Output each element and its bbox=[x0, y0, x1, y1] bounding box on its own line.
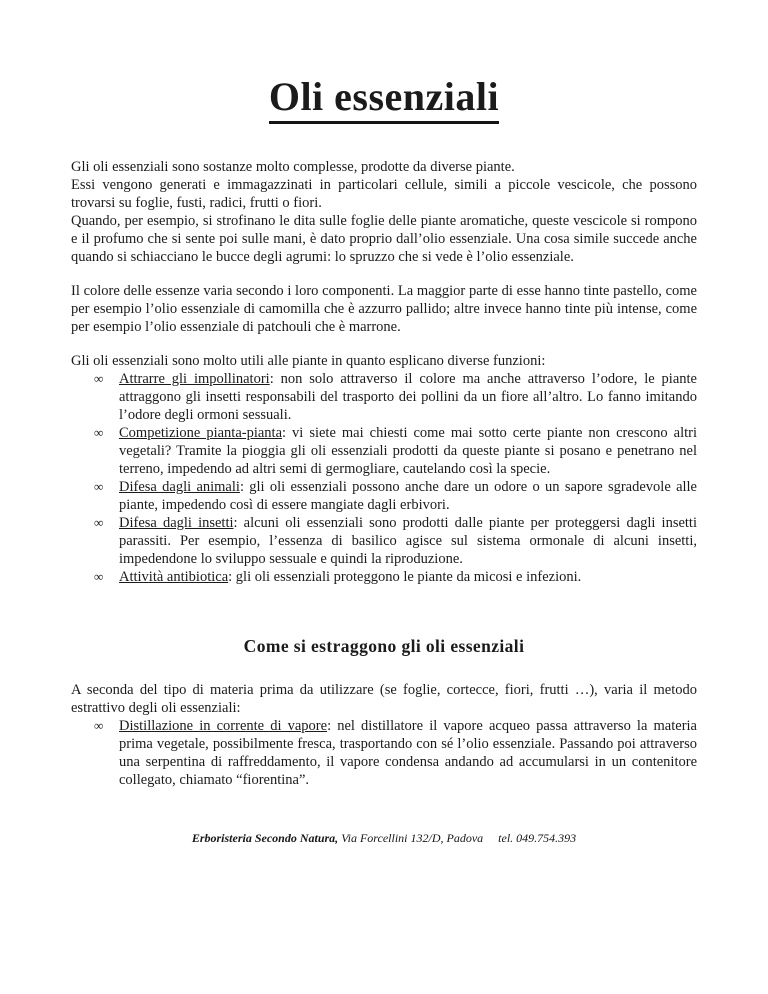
list-term: Attività antibiotica bbox=[119, 569, 229, 585]
infinity-bullet-icon: ∞ bbox=[94, 569, 104, 584]
footer-brand: Erboristeria Secondo Natura, bbox=[191, 831, 339, 845]
page-title-text: Oli essenziali bbox=[269, 74, 499, 124]
footer-phone: tel. 049.754.393 bbox=[498, 831, 577, 845]
functions-intro: Gli oli essenziali sono molto utili alle piante in quanto esplicano diverse funzioni: bbox=[71, 353, 546, 369]
extraction-section-heading: Come si estraggono gli oli essenziali bbox=[243, 636, 525, 656]
list-item-difesa-insetti bbox=[94, 514, 697, 568]
list-item-attrarre-impollinatori bbox=[94, 370, 697, 424]
footer bbox=[71, 831, 697, 846]
document-body bbox=[71, 158, 697, 789]
list-item-attivita-antibiotica bbox=[94, 568, 697, 586]
list-item-competizione-pianta bbox=[94, 424, 697, 478]
list-term: Difesa dagli insetti bbox=[119, 515, 234, 531]
list-term: Competizione pianta-pianta bbox=[119, 425, 283, 441]
intro-paragraph-line-3: Quando, per esempio, si strofinano le dita sulle foglie delle piante aromatiche, queste vescicole si rompono e il profumo che si sente poi sulle mani, è dato proprio dall’olio essenziale. Una cosa simile succede anche quando si schiacciano le bucce degli agrumi: lo spruzzo che si vede è l’olio essenziale. bbox=[71, 213, 697, 265]
infinity-bullet-icon: ∞ bbox=[94, 718, 104, 733]
infinity-bullet-icon: ∞ bbox=[94, 515, 104, 530]
functions-list bbox=[71, 370, 697, 586]
extraction-methods-list bbox=[71, 717, 697, 789]
list-text: : alcuni oli essenziali sono prodotti dalle piante per proteggersi dagli insetti parassiti. Per esempio, l’essenza di basilico agisce sul sistema ormonale di alcuni insetti, impedendone lo sviluppo sessuale e quindi la riproduzione. bbox=[119, 515, 697, 567]
list-text: : nel distillatore il vapore acqueo passa attraverso la materia prima vegetale, possibilmente fresca, trasportando con sé l’olio essenziale. Passando poi attraverso una serpentina di raffreddamento, il vapore condensa andando ad accumularsi in un contenitore collegato, chiamato “fiorentina”. bbox=[119, 718, 697, 788]
page-title bbox=[71, 74, 697, 120]
intro-paragraph-line-2: Essi vengono generati e immagazzinati in particolari cellule, simili a piccole vescicole, che possono trovarsi su foglie, fusti, radici, frutti o fiori. bbox=[71, 177, 697, 211]
list-text: : gli oli essenziali possono anche dare un odore o un sapore sgradevole alle piante, impedendo così di essere mangiate dagli erbivori. bbox=[119, 479, 697, 513]
footer-address: Via Forcellini 132/D, Padova bbox=[341, 831, 484, 845]
list-term: Attrarre gli impollinatori bbox=[119, 371, 270, 387]
list-text: : vi siete mai chiesti come mai sotto certe piante non crescono altri vegetali? Tramite la pioggia gli oli essenziali prodotti da queste piante si posano e penetrano nel terreno, impedendo ad altri semi di germogliare, cautelando così la specie. bbox=[119, 425, 697, 477]
list-text: : gli oli essenziali proteggono le piante da micosi e infezioni. bbox=[228, 569, 582, 585]
infinity-bullet-icon: ∞ bbox=[94, 479, 104, 494]
list-term: Difesa dagli animali bbox=[119, 479, 240, 495]
document-content bbox=[0, 74, 768, 846]
extraction-intro: A seconda del tipo di materia prima da utilizzare (se foglie, cortecce, fiori, frutti …), varia il metodo estrattivo degli oli essenziali: bbox=[71, 682, 697, 716]
list-item-distillazione-vapore bbox=[94, 717, 697, 789]
list-item-difesa-animali bbox=[94, 478, 697, 514]
list-text: : non solo attraverso il colore ma anche attraverso l’odore, le piante attraggono gli insetti responsabili del trasporto dei pollini da un fiore all’altro. Lo fanno imitando l’odore degli ormoni sessuali. bbox=[119, 371, 697, 423]
intro-paragraph-line-1: Gli oli essenziali sono sostanze molto complesse, prodotte da diverse piante. bbox=[71, 159, 515, 175]
color-paragraph: Il colore delle essenze varia secondo i loro componenti. La maggior parte di esse hanno tinte pastello, come per esempio l’olio essenziale di camomilla che è azzurro pallido; altre invece hanno tinte più intense, come per esempio l’olio essenziale di patchouli che è marrone. bbox=[71, 283, 697, 335]
infinity-bullet-icon: ∞ bbox=[94, 371, 104, 386]
list-term: Distillazione in corrente di vapore bbox=[119, 718, 328, 734]
infinity-bullet-icon: ∞ bbox=[94, 425, 104, 440]
